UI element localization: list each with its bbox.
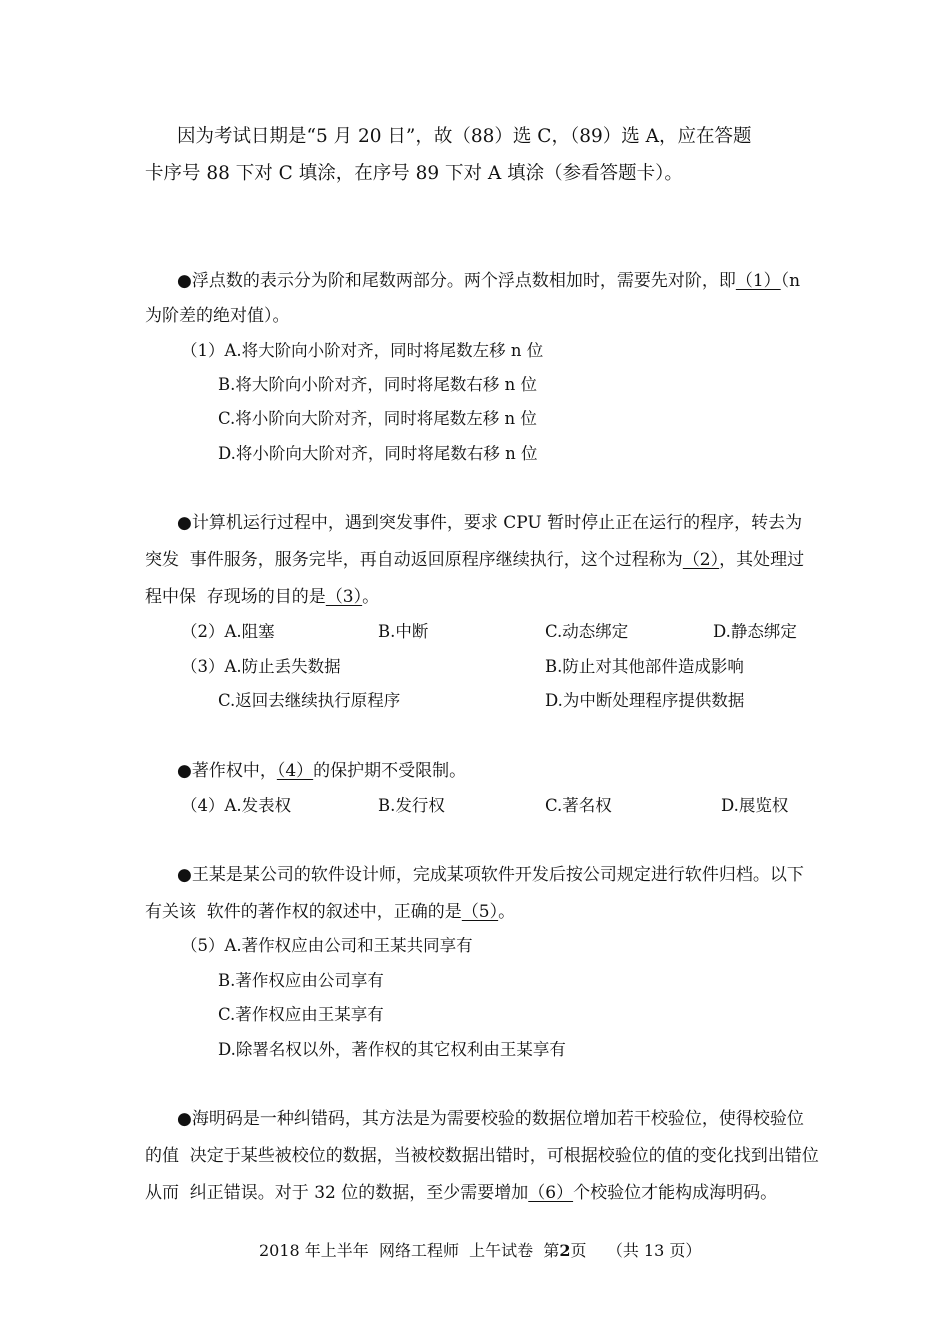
q2-stem-tail: ，其处理过 [719,550,805,570]
q2-option-a: （2）A.阻塞 [181,622,275,641]
q4-stem-tail: 的保护期不受限制。 [313,761,467,781]
q5-stem-tail: 。 [498,902,516,922]
q1-stem-tail: （n [780,271,801,291]
q5-option-a: （5）A.著作权应由公司和王某共同享有 [181,936,473,955]
intro-line-1: 因为考试日期是“5 月 20 日”，故（88）选 C，（89）选 A，应在答题 [177,126,752,147]
footer-page-number: 2 [559,1241,571,1260]
q2-stem-line-2 [145,552,804,569]
q2-stem-line-1: ●计算机运行过程中，遇到突发事件，要求 CPU 暂时停止正在运行的程序，转去为 [177,513,803,533]
q2-option-b: B.中断 [378,622,429,641]
q6-stem-tail: 个校验位才能构成海明码。 [573,1183,778,1203]
q3-stem-text: 程中保 存现场的目的是 [145,587,326,607]
q3-option-b: B.防止对其他部件造成影响 [545,657,744,676]
q2-option-c: C.动态绑定 [545,622,629,641]
q3-option-c: C.返回去继续执行原程序 [218,691,401,710]
q5-stem-line-2 [145,904,515,921]
q1-option-a: （1）A.将大阶向小阶对齐，同时将尾数左移 n 位 [181,341,544,360]
q4-option-d: D.展览权 [721,796,789,815]
q1-option-c: C.将小阶向大阶对齐，同时将尾数左移 n 位 [218,409,537,428]
q5-stem-line-1: ●王某是某公司的软件设计师，完成某项软件开发后按公司规定进行软件归档。以下 [177,865,804,885]
q6-stem-line-3 [145,1185,777,1202]
intro-line-2: 卡序号 88 下对 C 填涂，在序号 89 下对 A 填涂（参看答题卡）。 [145,163,683,184]
q4-stem [177,763,466,780]
q1-blank: （1） [735,271,781,291]
q4-stem-text: ●著作权中， [177,761,277,781]
q6-stem-text: 从而 纠正错误。对于 32 位的数据，至少需要增加 [145,1183,529,1203]
q2-option-d: D.静态绑定 [713,622,797,641]
q4-option-b: B.发行权 [378,796,445,815]
q1-stem-line-1 [177,273,800,290]
q2-blank: （2） [682,550,720,570]
q4-option-a: （4）A.发表权 [181,796,292,815]
q3-option-a: （3）A.防止丢失数据 [181,657,341,676]
q4-option-c: C.著名权 [545,796,612,815]
q6-stem-line-2: 的值 决定于某些被校位的数据，当被校数据出错时，可根据校验位的值的变化找到出错位 [145,1146,819,1166]
q6-stem-line-1: ●海明码是一种纠错码，其方法是为需要校验的数据位增加若干校验位，使得校验位 [177,1109,804,1129]
q3-option-d: D.为中断处理程序提供数据 [545,691,745,710]
footer-page-total: 页 （共 13 页） [570,1241,702,1260]
q2-stem-text: 突发 事件服务，服务完毕，再自动返回原程序继续执行，这个过程称为 [145,550,683,570]
q1-stem-text: ●浮点数的表示分为阶和尾数两部分。两个浮点数相加时，需要先对阶，即 [177,271,736,291]
q1-option-b: B.将大阶向小阶对齐，同时将尾数右移 n 位 [218,375,537,394]
q1-option-d: D.将小阶向大阶对齐，同时将尾数右移 n 位 [218,444,538,463]
q3-stem-tail: 。 [362,587,380,607]
q2-stem-line-3 [145,589,379,606]
q5-option-d: D.除署名权以外，著作权的其它权利由王某享有 [218,1040,566,1059]
q5-option-b: B.著作权应由公司享有 [218,971,384,990]
page-footer [259,1243,701,1259]
footer-text: 2018 年上半年 网络工程师 上午试卷 第 [259,1241,560,1260]
q5-blank: （5） [461,902,499,922]
q3-blank: （3） [325,587,363,607]
q4-blank: （4） [276,761,314,781]
q5-stem-text: 有关该 软件的著作权的叙述中，正确的是 [145,902,462,922]
q5-option-c: C.著作权应由王某享有 [218,1005,384,1024]
q6-blank: （6） [528,1183,574,1203]
q1-stem-line-2: 为阶差的绝对值）。 [145,306,290,326]
